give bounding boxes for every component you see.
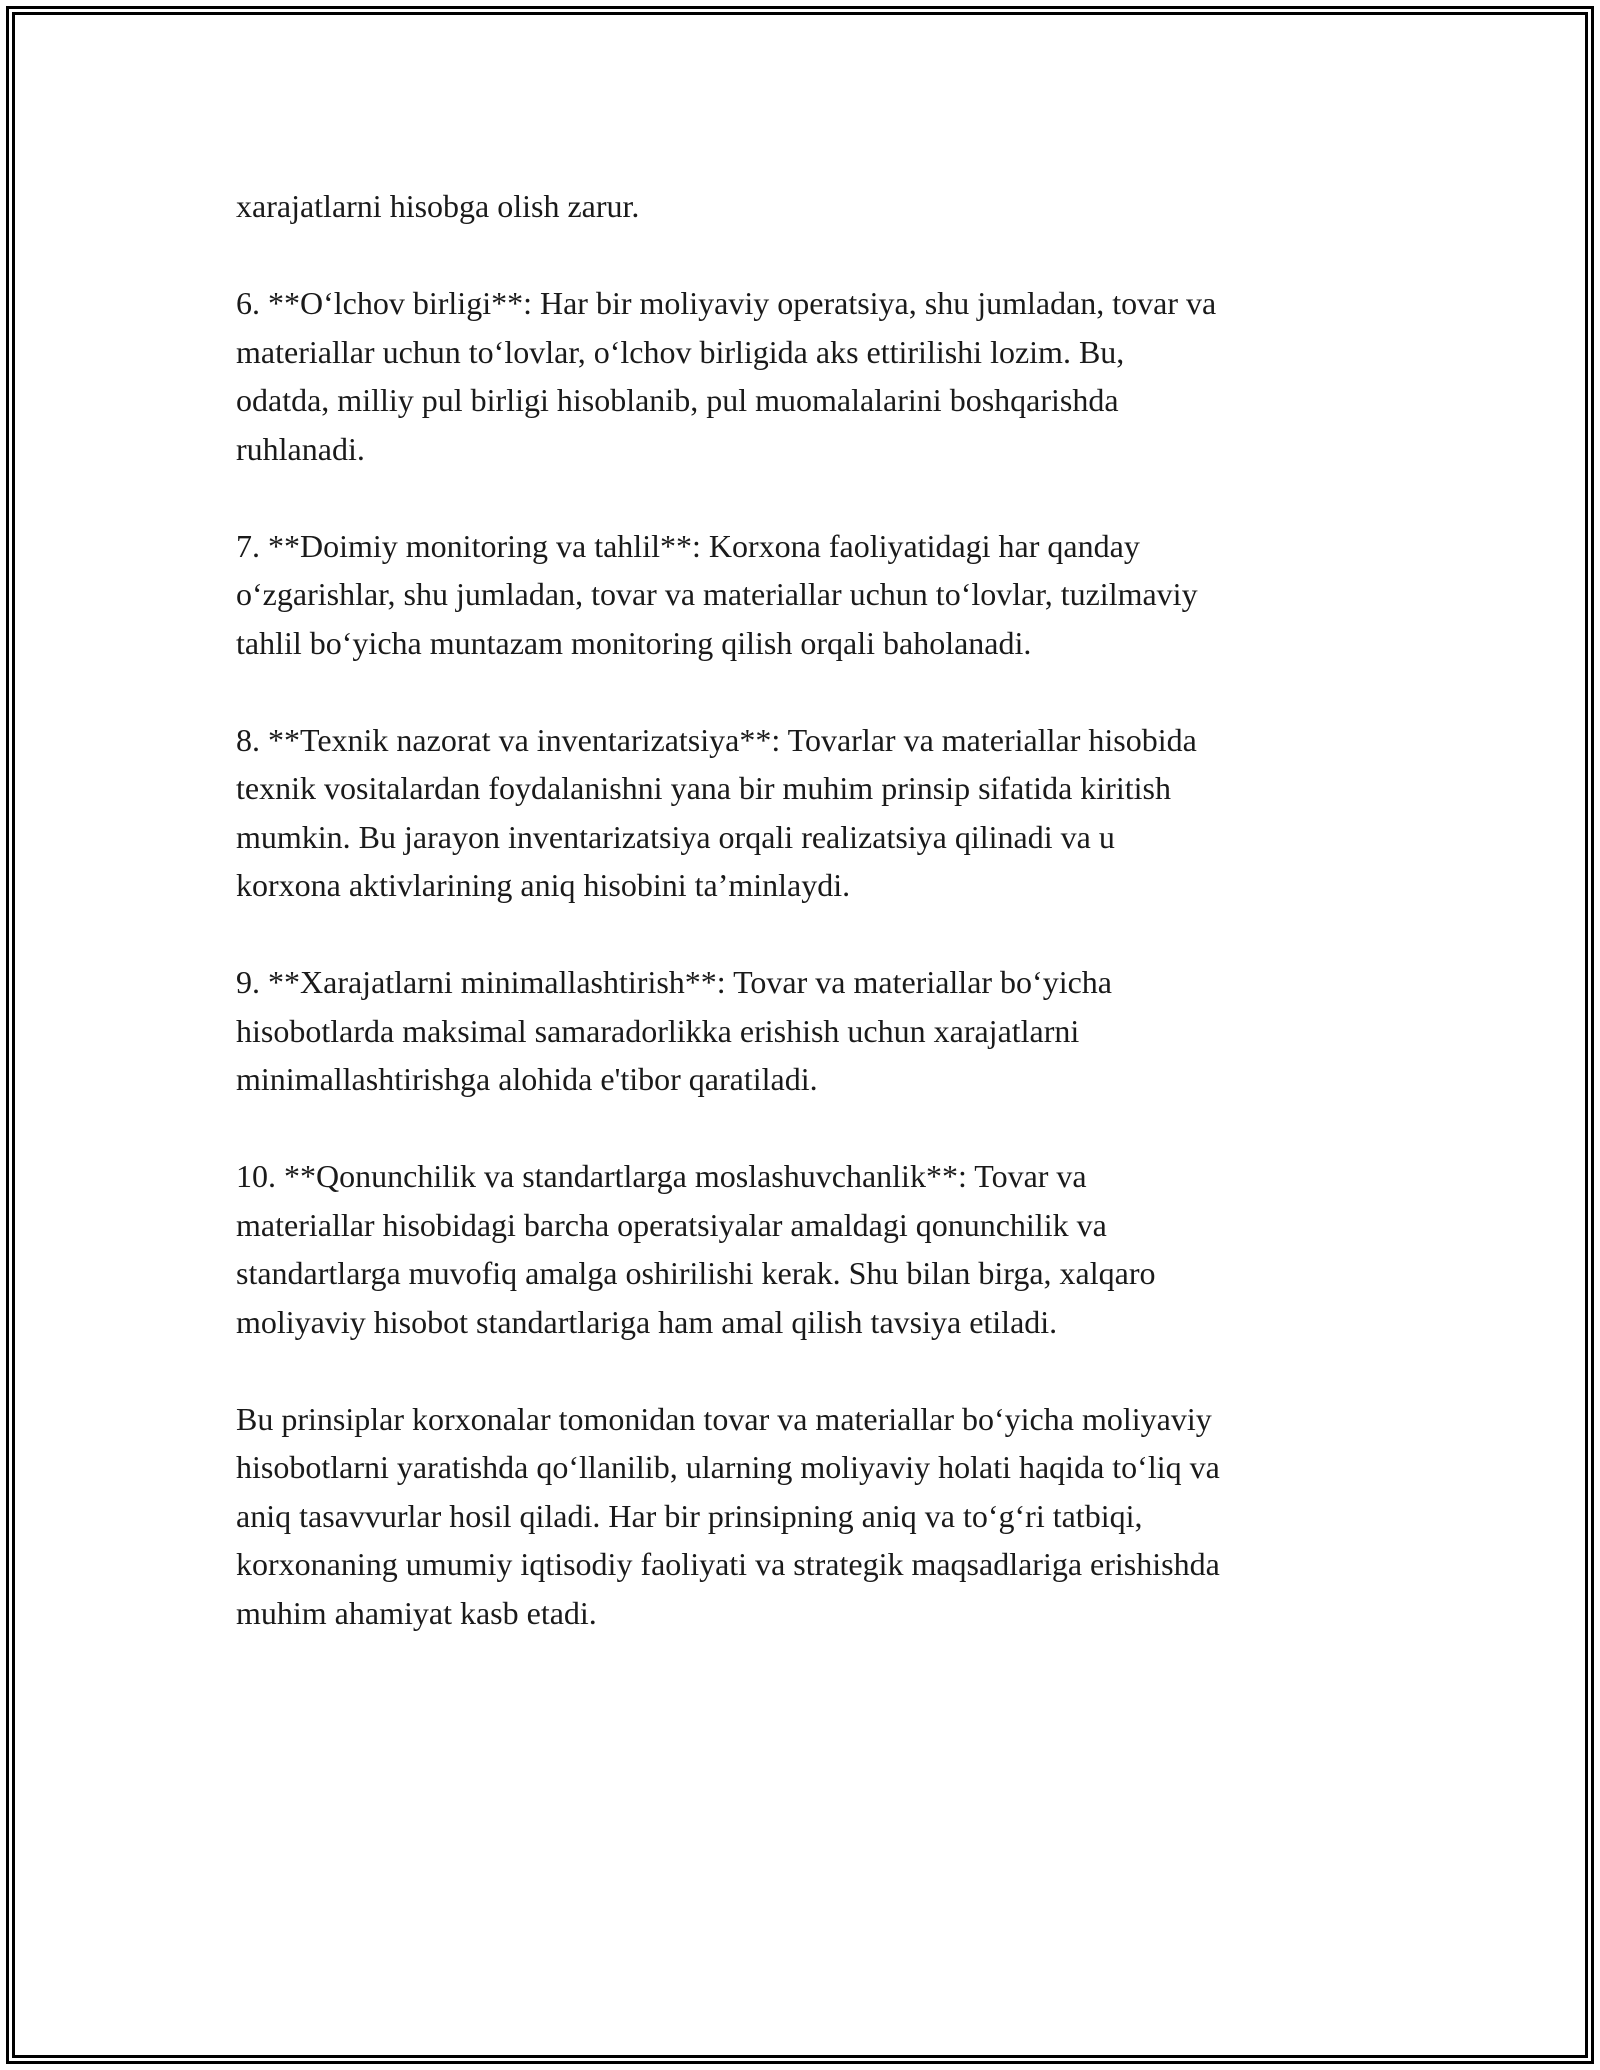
text-line: 8. **Texnik nazorat va inventarizatsiya**: Tovarlar va materiallar hisobida (236, 721, 1197, 758)
text-line: tahlil bo‘yicha muntazam monitoring qilish orqali baholanadi. (236, 624, 1032, 661)
text-line: xarajatlarni hisobga olish zarur. (236, 188, 640, 224)
text-line: o‘zgarishlar, shu jumladan, tovar va materiallar uchun to‘lovlar, tuzilmaviy (236, 576, 1198, 612)
text-line: korxonaning umumiy iqtisodiy faoliyati va strategik maqsadlariga erishishda (236, 1546, 1220, 1582)
paragraph-item-10 (236, 1152, 1376, 1346)
text-line: materiallar uchun to‘lovlar, o‘lchov birligida aks ettirilishi lozim. Bu, (236, 333, 1125, 370)
paragraph-item-6 (236, 279, 1376, 473)
text-line: mumkin. Bu jarayon inventarizatsiya orqali realizatsiya qilinadi va u (236, 818, 1115, 855)
text-line: korxona aktivlarining aniq hisobini ta’minlaydi. (236, 867, 851, 903)
paragraph-item-7 (236, 522, 1376, 668)
text-line: standartlarga muvofiq amalga oshirilishi kerak. Shu bilan birga, xalqaro (236, 1255, 1156, 1291)
paragraph-item-9 (236, 958, 1376, 1104)
text-line: odatda, milliy pul birligi hisoblanib, pul muomalalarini boshqarishda (236, 382, 1119, 418)
text-line: ruhlanadi. (236, 430, 365, 467)
document-body (236, 182, 1376, 1637)
paragraph-intro-tail (236, 182, 1376, 231)
text-line: 7. **Doimiy monitoring va tahlil**: Korxona faoliyatidagi har qanday (236, 527, 1140, 564)
text-line: muhim ahamiyat kasb etadi. (236, 1594, 597, 1631)
text-line: 9. **Xarajatlarni minimallashtirish**: Tovar va materiallar bo‘yicha (236, 964, 1112, 1000)
text-line: materiallar hisobidagi barcha operatsiyalar amaldagi qonunchilik va (236, 1206, 1107, 1243)
paragraph-conclusion (236, 1395, 1376, 1638)
text-line: 6. **O‘lchov birligi**: Har bir moliyaviy operatsiya, shu jumladan, tovar va (236, 285, 1217, 321)
text-line: hisobotlarni yaratishda qo‘llanilib, ularning moliyaviy holati haqida to‘liq va (236, 1449, 1220, 1485)
text-line: minimallashtirishga alohida e'tibor qaratiladi. (236, 1061, 818, 1097)
text-line: 10. **Qonunchilik va standartlarga moslashuvchanlik**: Tovar va (236, 1158, 1087, 1194)
paragraph-item-8 (236, 716, 1376, 910)
text-line: aniq tasavvurlar hosil qiladi. Har bir prinsipning aniq va to‘g‘ri tatbiqi, (236, 1497, 1143, 1534)
text-line: Bu prinsiplar korxonalar tomonidan tovar va materiallar bo‘yicha moliyaviy (236, 1400, 1212, 1437)
text-line: moliyaviy hisobot standartlariga ham amal qilish tavsiya etiladi. (236, 1303, 1058, 1340)
text-line: texnik vositalardan foydalanishni yana bir muhim prinsip sifatida kiritish (236, 770, 1171, 806)
text-line: hisobotlarda maksimal samaradorlikka erishish uchun xarajatlarni (236, 1012, 1080, 1049)
